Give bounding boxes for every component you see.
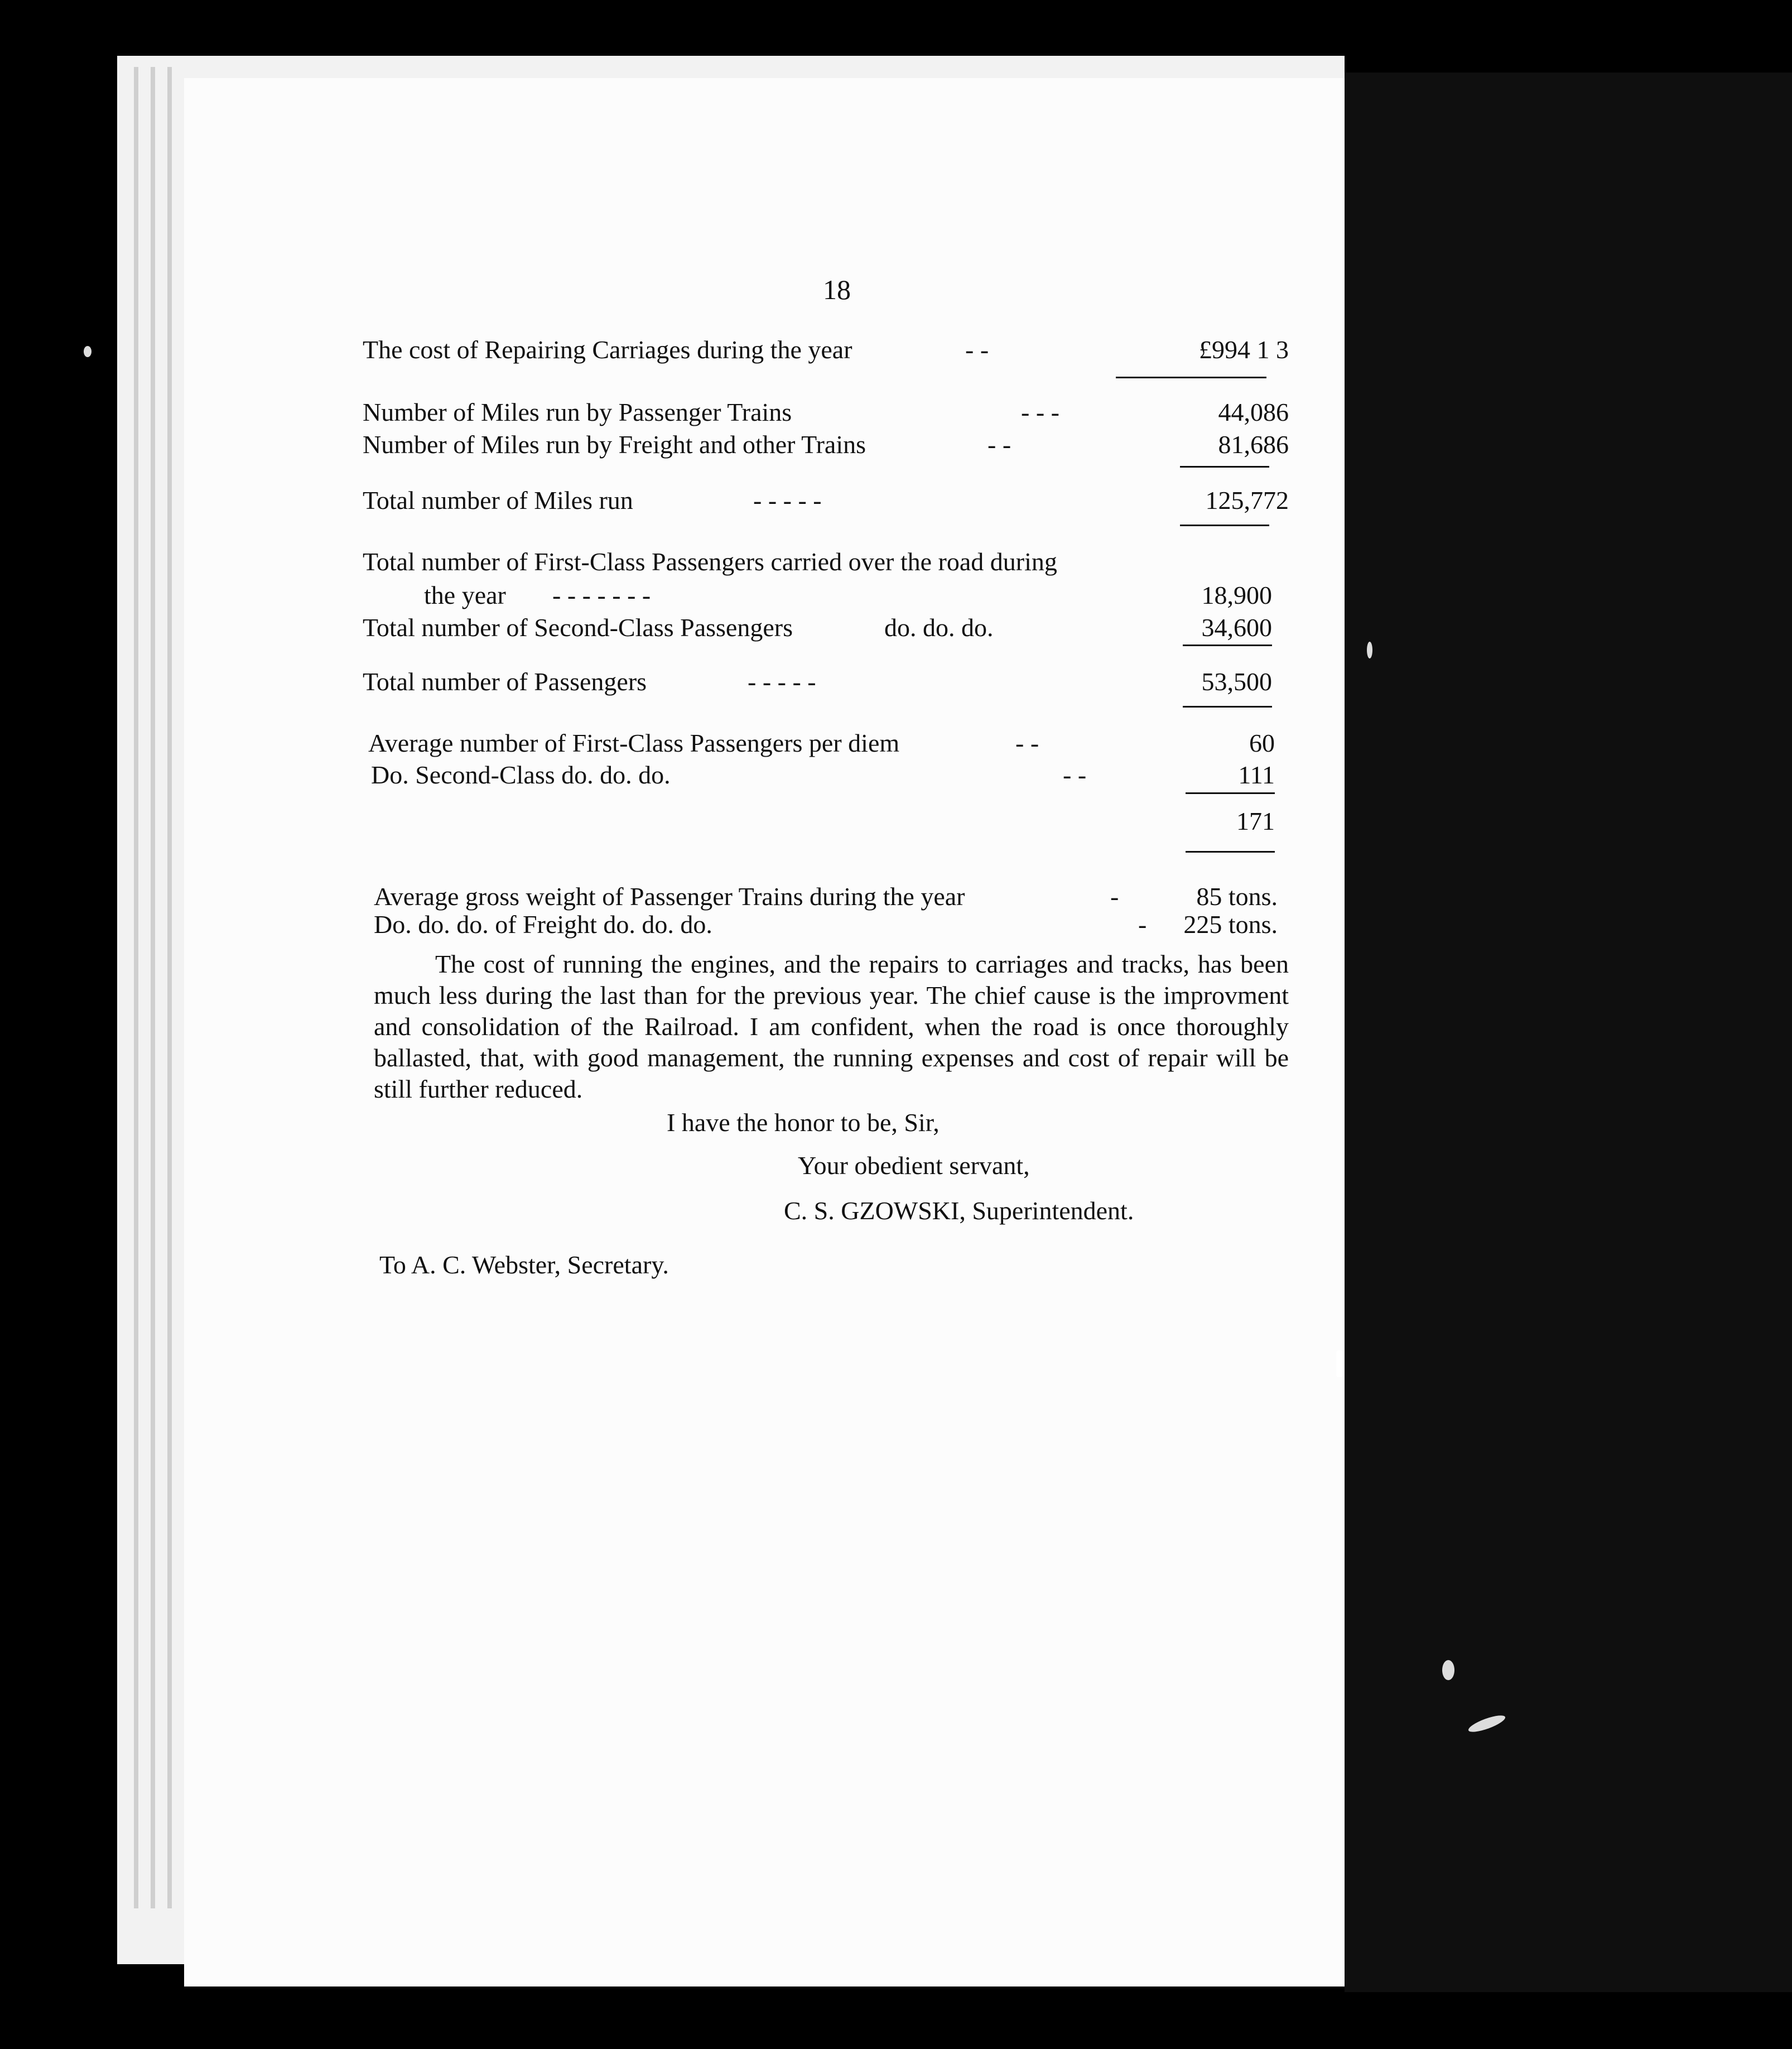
sum-rule: [1183, 644, 1272, 646]
row-label: Average gross weight of Passenger Trains during the year: [374, 882, 965, 911]
page-edge: [167, 67, 172, 1908]
row-label: Number of Miles run by Passenger Trains: [363, 398, 792, 426]
row-dashes: - - - - -: [748, 667, 816, 696]
table-row: [371, 760, 1275, 793]
row-dashes: - -: [987, 430, 1011, 459]
table-row: [374, 910, 1278, 943]
body-paragraph: [374, 949, 1289, 1105]
row-label: Number of Miles run by Freight and other Trains: [363, 430, 866, 459]
row-value: 81,686: [1218, 430, 1289, 459]
table-row: [371, 806, 1275, 840]
row-value: 53,500: [1201, 667, 1272, 696]
table-row: [363, 430, 1289, 463]
row-dashes: - - - - - - -: [552, 581, 651, 609]
sum-rule: [1180, 525, 1269, 526]
row-label: Total number of Second-Class Passengers: [363, 613, 793, 642]
row-value: 34,600: [1201, 613, 1272, 642]
row-value: 125,772: [1205, 486, 1289, 514]
row-label: Do. Second-Class do. do. do.: [371, 761, 671, 789]
row-dashes: do. do. do.: [884, 613, 994, 642]
row-label: Total number of Miles run: [363, 486, 633, 514]
row-dashes: - -: [1063, 761, 1087, 789]
sum-rule: [1116, 377, 1266, 378]
table-row: [363, 397, 1289, 431]
row-label: the year: [424, 581, 506, 609]
row-label: Average number of First-Class Passengers per diem: [368, 729, 900, 757]
row-label: Do. do. do. of Freight do. do. do.: [374, 910, 712, 939]
row-dashes: - - - - -: [753, 486, 822, 514]
sum-rule: [1186, 792, 1275, 794]
row-dashes: -: [1110, 882, 1119, 911]
row-value: 44,086: [1218, 398, 1289, 426]
row-dashes: - -: [965, 335, 989, 364]
scan-speck: [1367, 642, 1372, 658]
scan-background-right: [1345, 73, 1792, 1992]
table-row: [363, 485, 1289, 519]
sum-rule: [1180, 466, 1269, 468]
row-label: Total number of First-Class Passengers carried over the road during: [363, 547, 1057, 576]
row-dashes: - - -: [1021, 398, 1059, 426]
closing-line: I have the honor to be, Sir,: [667, 1108, 940, 1137]
valediction: Your obedient servant,: [798, 1151, 1030, 1180]
row-value: 171: [1236, 807, 1275, 835]
table-row: [368, 728, 1275, 762]
row-value: 111: [1238, 761, 1275, 789]
row-value: 60: [1249, 729, 1275, 757]
row-dashes: - -: [1015, 729, 1039, 757]
row-dashes: -: [1138, 910, 1147, 939]
page-number: 18: [823, 274, 851, 305]
page-edge: [134, 67, 138, 1908]
row-label: The cost of Repairing Carriages during the year: [363, 335, 852, 364]
table-row: [363, 335, 1289, 368]
table-row: [424, 580, 1272, 614]
row-label: Total number of Passengers: [363, 667, 647, 696]
row-value: 225 tons.: [1183, 910, 1278, 939]
row-value: £994 1 3: [1199, 335, 1289, 364]
scan-speck: [1442, 1660, 1454, 1680]
paragraph-text: The cost of running the engines, and the repairs to carriages and tracks, has been much less during the last than for the previous year. The chief cause is the improvment and consolidation of the Railroad. I am confident, when the road is once thoroughly ballasted, that, with good management, the running expenses and cost of repair will be still further reduced.: [374, 950, 1289, 1103]
table-row: [363, 667, 1272, 700]
table-row: [363, 547, 1289, 580]
scan-speck: [84, 346, 91, 357]
sum-rule: [1183, 706, 1272, 708]
page-edge: [151, 67, 155, 1908]
row-value: 18,900: [1201, 581, 1272, 609]
sum-rule: [1186, 851, 1275, 853]
scan-speck: [1336, 1350, 1343, 1377]
table-row: [363, 613, 1272, 646]
addressee: To A. C. Webster, Secretary.: [379, 1250, 669, 1279]
signature: C. S. GZOWSKI, Superintendent.: [784, 1196, 1134, 1225]
row-value: 85 tons.: [1196, 882, 1278, 911]
